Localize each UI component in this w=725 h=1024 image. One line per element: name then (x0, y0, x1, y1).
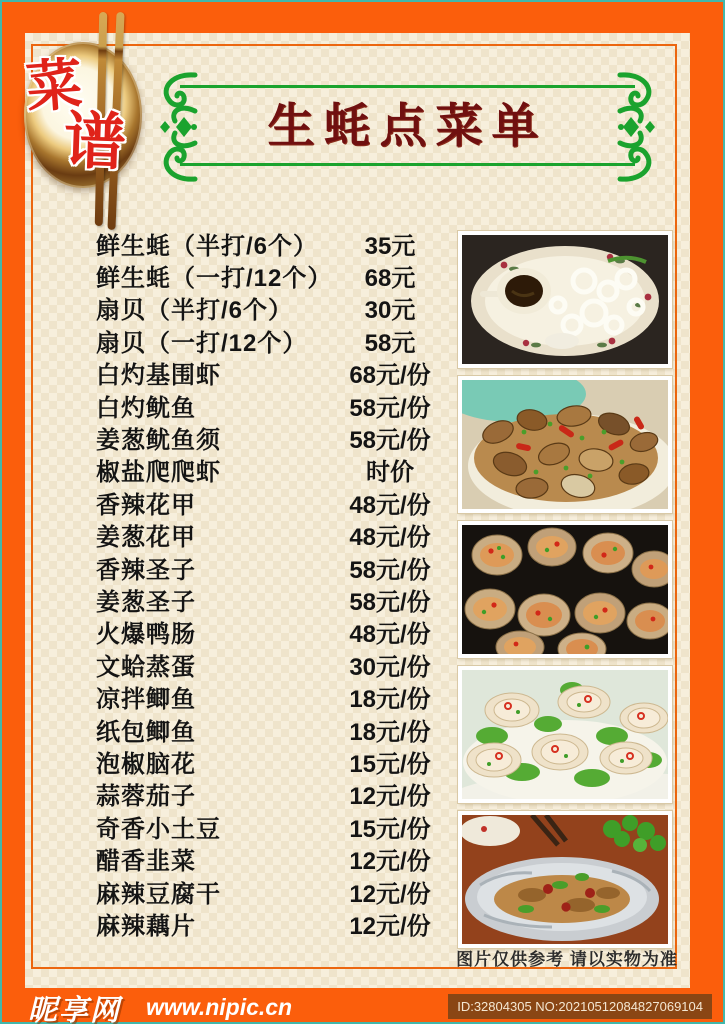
dish-name: 醋香韭菜 (96, 848, 196, 876)
page-title: 生蚝点菜单 (267, 101, 548, 153)
dish-price: 30元/份 (349, 653, 431, 681)
dish-name: 麻辣藕片 (96, 912, 196, 940)
dish-name: 姜葱圣子 (96, 589, 196, 616)
dish-name: 火爆鸭肠 (96, 621, 196, 649)
dish-name: 麻辣豆腐干 (96, 880, 221, 908)
dish-name: 香辣圣子 (96, 556, 196, 584)
dish-price: 18元/份 (349, 718, 431, 746)
dish-price: 48元/份 (349, 621, 431, 649)
dish-name: 纸包鲫鱼 (96, 718, 196, 746)
dish-name: 文蛤蒸蛋 (96, 653, 196, 681)
photo-disclaimer: 图片仅供参考 请以实物为准 (456, 950, 678, 969)
menu-item-row (96, 519, 446, 551)
dish-price: 68元/份 (349, 362, 431, 390)
dish-price: 48元/份 (349, 491, 431, 519)
photo-column (458, 231, 672, 956)
foil-grilled-fish-photo (458, 811, 672, 948)
dish-name: 奇香小土豆 (96, 815, 221, 843)
dish-name: 姜葱花甲 (96, 524, 196, 552)
menu-list (96, 227, 446, 940)
dish-name: 椒盐爬爬虾 (96, 459, 221, 487)
dish-name: 扇贝（半打/6个） (96, 297, 294, 325)
dish-price: 68元 (364, 265, 416, 293)
steamed-scallops-vermicelli-photo (458, 666, 672, 803)
dish-name: 香辣花甲 (96, 491, 196, 519)
menu-item-row (96, 454, 446, 486)
image-id-badge: ID:32804305 NO:20210512084827069104 (448, 994, 712, 1019)
squid-rings-plate-photo (458, 231, 672, 368)
dish-price: 58元/份 (349, 427, 431, 455)
dish-name: 姜葱鱿鱼须 (96, 427, 221, 455)
dish-price: 15元/份 (349, 815, 431, 843)
dish-price: 58元/份 (349, 556, 431, 584)
dish-price: 12元/份 (349, 848, 431, 876)
menu-item-row (96, 227, 446, 259)
menu-item-row (96, 648, 446, 680)
menu-item-row (96, 842, 446, 874)
dish-price: 58元/份 (349, 394, 431, 422)
dish-name: 鲜生蚝（一打/12个） (96, 265, 333, 293)
menu-item-row (96, 324, 446, 356)
dish-price: 12元/份 (349, 783, 431, 811)
menu-item-row (96, 616, 446, 648)
garlic-scallops-dark-photo (458, 521, 672, 658)
menu-item-row (96, 680, 446, 712)
menu-item-row (96, 583, 446, 615)
dish-price: 35元 (364, 232, 416, 260)
menu-item-row (96, 810, 446, 842)
menu-item-row (96, 421, 446, 453)
watermark-site-name: 昵享网 (28, 995, 122, 1024)
dish-price: 18元/份 (349, 686, 431, 714)
watermark-site-url: www.nipic.cn (146, 994, 293, 1020)
menu-item-row (96, 907, 446, 939)
dish-name: 凉拌鲫鱼 (96, 686, 196, 714)
menu-item-row (96, 292, 446, 324)
dish-name: 鲜生蚝（半打/6个） (96, 232, 319, 260)
dish-price: 58元 (364, 329, 416, 357)
dish-price: 58元/份 (349, 589, 431, 616)
seal-character-cai: 菜 (24, 54, 85, 120)
dish-price: 12元/份 (349, 912, 431, 940)
dish-price: 时价 (366, 459, 414, 487)
dish-name: 泡椒脑花 (96, 750, 196, 778)
dish-price: 15元/份 (349, 750, 431, 778)
menu-item-row (96, 357, 446, 389)
dish-name: 蒜蓉茄子 (96, 783, 196, 811)
menu-item-row (96, 875, 446, 907)
dish-name: 白灼鱿鱼 (96, 394, 196, 422)
menu-item-row (96, 551, 446, 583)
dish-name: 白灼基围虾 (96, 362, 221, 390)
menu-item-row (96, 713, 446, 745)
menu-item-row (96, 486, 446, 518)
dish-price: 12元/份 (349, 880, 431, 908)
title-frame (180, 85, 635, 166)
menu-item-row (96, 259, 446, 291)
seal-character-pu: 谱 (62, 107, 127, 179)
menu-item-row (96, 745, 446, 777)
spicy-stir-fried-clams-photo (458, 376, 672, 513)
menu-item-row (96, 778, 446, 810)
dish-price: 30元 (364, 297, 416, 325)
dish-name: 扇贝（一打/12个） (96, 329, 308, 357)
menu-item-row (96, 389, 446, 421)
dish-price: 48元/份 (349, 524, 431, 552)
